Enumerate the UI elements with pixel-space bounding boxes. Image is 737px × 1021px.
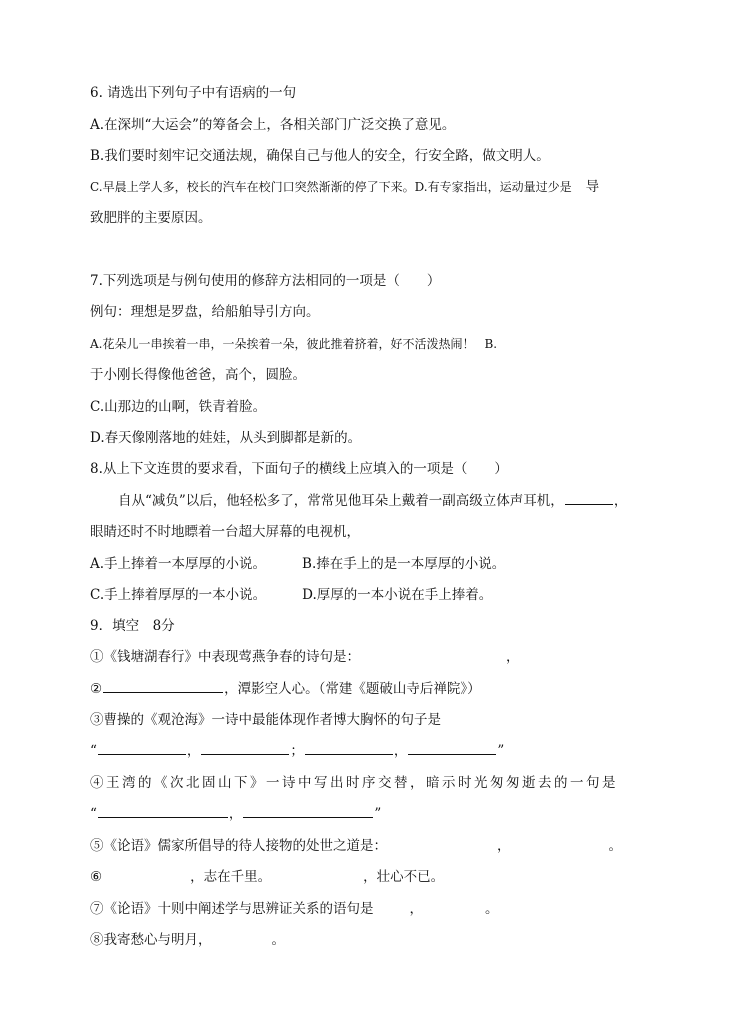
q7-option-c: C.山那边的山啊，铁青着脸。	[90, 399, 267, 415]
q9-item-6-part-b: ，壮心不已。	[363, 869, 445, 885]
q9-item-5-comma: ，	[497, 838, 511, 854]
q7-option-a-text: A.花朵儿一串挨着一串，一朵挨着一朵，彼此推着挤着，好不活泼热闹！	[90, 337, 475, 351]
q9-item-8-text: ⑧我寄愁心与明月，	[90, 932, 212, 948]
q7-example: 例句：理想是罗盘，给船舶导引方向。	[90, 304, 320, 320]
q8-option-a: A.手上捧着一本厚厚的小说。	[90, 556, 267, 572]
q8-passage-text: 自从“减负”以后，他轻松多了，常常见他耳朵上戴着一副高级立体声耳机，	[118, 493, 564, 509]
q9-item-5-text: ⑤《论语》儒家所倡导的待人接物的处世之道是：	[90, 838, 387, 854]
q9-item-6-num: ⑥	[90, 869, 103, 885]
q9-title: 9．填空 8分	[90, 618, 175, 634]
q9-item-2-blank[interactable]	[103, 680, 223, 693]
q9-item-4-sep: ，	[228, 806, 243, 822]
q9-item-3: ③曹操的《观沧海》一诗中最能体现作者博大胸怀的句子是	[90, 712, 441, 728]
q9-item-4-blank-2[interactable]	[243, 805, 373, 818]
q9-item-4-blank-1[interactable]	[98, 805, 228, 818]
q9-item-3-sep-2: ；	[290, 743, 304, 759]
q9-item-3-blank-3[interactable]	[305, 742, 393, 755]
q9-item-1-comma: ，	[506, 649, 520, 665]
q6-option-d-continued: 致肥胖的主要原因。	[90, 210, 212, 226]
q9-item-3-blank-1[interactable]	[98, 742, 186, 755]
q8-options-row2	[90, 586, 492, 604]
q9-item-8-period: 。	[271, 932, 285, 948]
q9-item-4-open-quote: “	[90, 806, 97, 822]
q9-item-7-text: ⑦《论语》十则中阐述学与思辨证关系的语句是	[90, 901, 374, 917]
q6-option-c-tail: 导	[585, 179, 600, 195]
q9-item-2-num: ②	[90, 681, 103, 697]
q6-title: 6. 请选出下列句子中有语病的一句	[90, 85, 297, 101]
q6-option-a: A.在深圳“大运会”的筹备会上，各相关部门广泛交换了意见。	[90, 117, 456, 133]
q9-item-7-comma: ，	[409, 901, 423, 917]
q7-option-b-label: B.	[484, 337, 498, 351]
q8-options-row1	[90, 555, 505, 573]
q9-item-1-text: ①《钱塘湖春行》中表现莺燕争春的诗句是：	[90, 649, 360, 665]
q8-option-c: C.手上捧着厚厚的一本小说。	[90, 587, 267, 603]
q9-item-3-blank-4[interactable]	[408, 742, 496, 755]
q9-item-3-sep-1: ，	[186, 743, 201, 759]
q8-passage-comma: ，	[613, 493, 628, 509]
q7-option-b: 于小刚长得像他爸爸，高个，圆脸。	[90, 367, 306, 383]
q8-title: 8.从上下文连贯的要求看，下面句子的横线上应填入的一项是（ ）	[90, 461, 508, 477]
q9-item-5-period: 。	[608, 838, 622, 854]
q9-item-3-close-quote: ”	[497, 743, 505, 759]
q9-item-8	[90, 931, 285, 949]
q8-passage-line2: 眼睛还时不时地瞟着一台超大屏幕的电视机，	[90, 524, 360, 540]
q6-option-b: B.我们要时刻牢记交通法规，确保自己与他人的安全，行安全路，做文明人。	[90, 148, 550, 164]
q9-item-1	[90, 648, 520, 666]
q8-option-d: D.厚厚的一本小说在手上捧着。	[302, 587, 493, 603]
q9-item-4-answer	[90, 805, 381, 823]
q6-option-c-text: C.早晨上学人多，校长的汽车在校门口突然渐渐的停了下来。D.有专家指出，运动量过少是	[90, 180, 572, 194]
q9-item-3-blank-2[interactable]	[201, 742, 289, 755]
q9-item-2	[90, 680, 481, 698]
q8-passage-line1	[118, 492, 627, 510]
q9-item-3-answer	[90, 742, 504, 760]
q9-item-3-sep-3: ，	[393, 743, 408, 759]
q9-item-6-part-a: ，志在千里。	[190, 869, 272, 885]
q6-option-c	[90, 178, 599, 196]
q9-item-6	[90, 868, 444, 886]
q7-option-d: D.春天像刚落地的娃娃，从头到脚都是新的。	[90, 430, 362, 446]
q7-title: 7.下列选项是与例句使用的修辞方法相同的一项是（ ）	[90, 273, 441, 289]
q9-item-7	[90, 900, 499, 918]
q9-item-7-period: 。	[485, 901, 499, 917]
q9-item-5	[90, 837, 622, 855]
q7-option-a	[90, 335, 497, 353]
q8-answer-blank[interactable]	[565, 492, 613, 505]
q9-item-4: ④王湾的《次北固山下》一诗中写出时序交替，暗示时光匆匆逝去的一句是	[90, 775, 618, 791]
q9-item-4-close-quote: ”	[374, 806, 382, 822]
q9-item-3-open-quote: “	[90, 743, 97, 759]
q9-item-2-text: ，潭影空人心。（常建《题破山寺后禅院》）	[224, 681, 481, 697]
q8-option-b: B.捧在手上的是一本厚厚的小说。	[302, 556, 506, 572]
